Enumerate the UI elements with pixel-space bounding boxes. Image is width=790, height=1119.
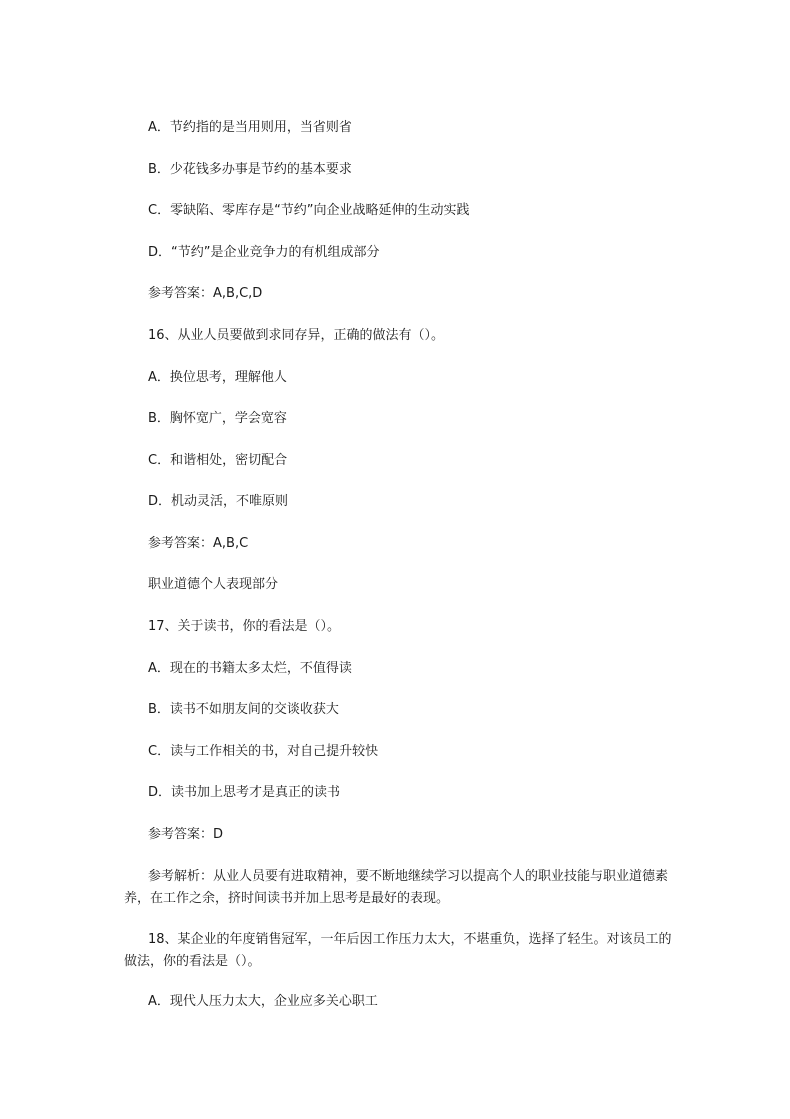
q16-option-c: C．和谐相处，密切配合: [148, 453, 288, 468]
q17-answer: 参考答案：D: [148, 827, 224, 842]
q16-option-a: A．换位思考，理解他人: [148, 370, 287, 385]
q17-option-c: C．读与工作相关的书，对自己提升较快: [148, 744, 379, 759]
q15-option-b: B．少花钱多办事是节约的基本要求: [148, 162, 352, 177]
q17-option-b: B．读书不如朋友间的交谈收获大: [148, 702, 339, 717]
q16-answer: 参考答案：A,B,C: [148, 536, 249, 551]
q15-option-c: C．零缺陷、零库存是“节约”向企业战略延伸的生动实践: [148, 203, 470, 218]
q16-option-b: B．胸怀宽广，学会宽容: [148, 411, 287, 426]
q15-answer: 参考答案：A,B,C,D: [148, 286, 263, 301]
q17-option-d: D．读书加上思考才是真正的读书: [148, 785, 341, 800]
q17-analysis: 参考解析：从业人员要有进取精神，要不断地继续学习以提高个人的职业技能与职业道德素养，在工作之余，挤时间读书并加上思考是最好的表现。: [124, 869, 669, 906]
q15-option-d: D．“节约”是企业竞争力的有机组成部分: [148, 245, 380, 260]
q16-question: 16、从业人员要做到求同存异，正确的做法有（）。: [148, 328, 445, 343]
q17-question: 17、关于读书，你的看法是（）。: [148, 619, 341, 634]
q15-option-a: A．节约指的是当用则用，当省则省: [148, 120, 352, 135]
q18-question: 18、某企业的年度销售冠军，一年后因工作压力太大，不堪重负，选择了轻生。对该员工的做法，你的看法是（）。: [124, 932, 672, 969]
q17-option-a: A．现在的书籍太多太烂，不值得读: [148, 661, 352, 676]
q18-option-a: A．现代人压力太大，企业应多关心职工: [148, 994, 378, 1009]
section-title: 职业道德个人表现部分: [148, 577, 279, 592]
q16-option-d: D．机动灵活，不唯原则: [148, 494, 289, 509]
